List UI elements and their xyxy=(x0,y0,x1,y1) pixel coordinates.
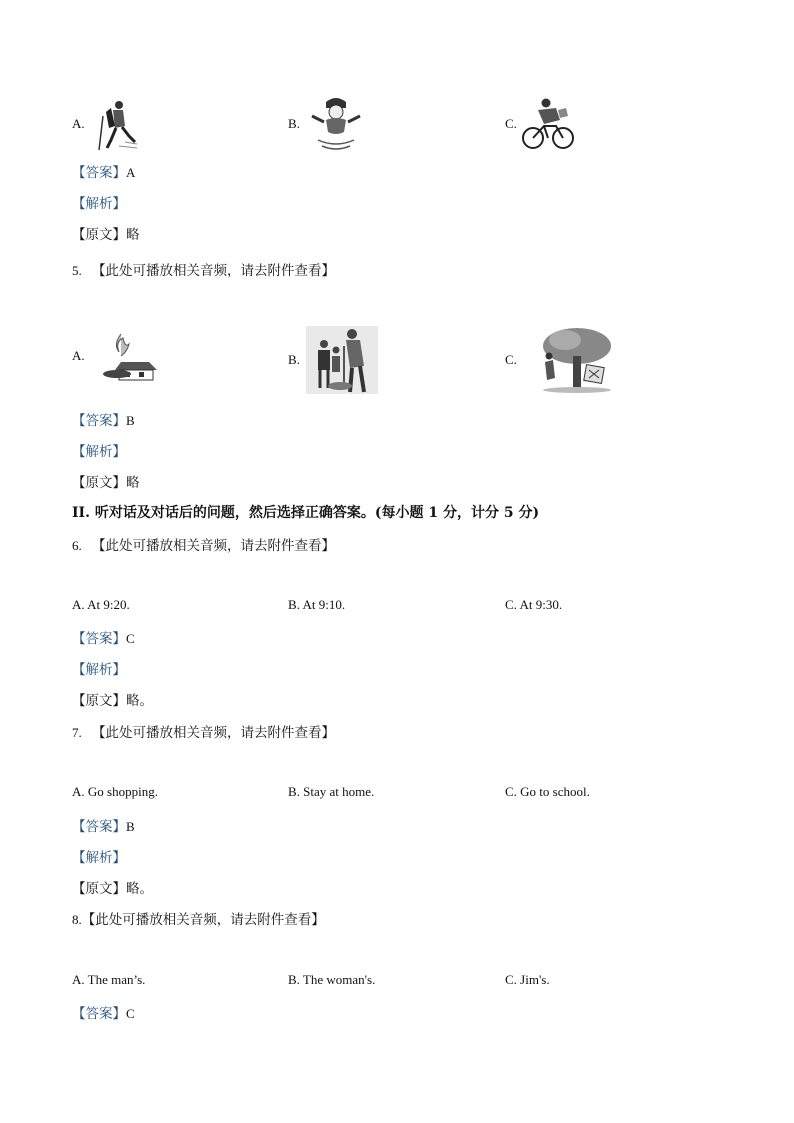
option-letter: B. xyxy=(288,116,300,131)
q6-original xyxy=(72,689,153,709)
tree-sign-image xyxy=(535,326,617,394)
answer-value: C xyxy=(126,631,135,646)
audio-note[interactable]: 【此处可播放相关音频，请去附件查看】 xyxy=(92,538,336,554)
q7-prompt xyxy=(72,721,335,741)
q8-option-a[interactable]: A. The man’s. xyxy=(72,972,146,987)
question-number: 6. xyxy=(72,538,82,553)
original-value: 略 xyxy=(126,227,140,243)
q4-analysis: 【解析】 xyxy=(72,196,126,212)
original-tag: 【原文】 xyxy=(72,227,126,243)
hiker-image xyxy=(89,96,139,152)
q5-analysis: 【解析】 xyxy=(72,444,126,460)
option-letter: A. xyxy=(72,348,85,363)
q4-option-c[interactable] xyxy=(505,96,574,152)
planting-tree-image xyxy=(306,326,378,394)
q6-option-c[interactable]: C. At 9:30. xyxy=(505,597,563,612)
q8-option-c[interactable]: C. Jim's. xyxy=(505,972,550,987)
q7-option-b[interactable]: B. Stay at home. xyxy=(288,784,375,799)
q5-answer xyxy=(72,409,135,429)
audio-note[interactable]: 【此处可播放相关音频，请去附件查看】 xyxy=(81,912,325,928)
q5-option-c[interactable] xyxy=(505,326,617,394)
original-tag: 【原文】 xyxy=(72,693,126,709)
question-number: 7. xyxy=(72,725,82,740)
original-value: 略。 xyxy=(126,881,153,897)
q5-option-b[interactable] xyxy=(288,326,378,394)
option-letter: A. xyxy=(72,116,85,131)
option-letter: C. xyxy=(505,116,517,131)
swimmer-image xyxy=(308,96,364,152)
q5-prompt xyxy=(72,259,335,279)
audio-note[interactable]: 【此处可播放相关音频，请去附件查看】 xyxy=(92,725,336,741)
fire-house-image xyxy=(99,330,161,382)
q7-option-c[interactable]: C. Go to school. xyxy=(505,784,590,799)
option-letter: C. xyxy=(505,352,517,367)
q4-original xyxy=(72,223,140,243)
answer-value: B xyxy=(126,819,135,834)
answer-value: C xyxy=(126,1006,135,1021)
answer-value: A xyxy=(126,165,136,180)
question-number: 8. xyxy=(72,912,82,927)
answer-value: B xyxy=(126,413,135,428)
original-value: 略。 xyxy=(126,693,153,709)
q8-answer xyxy=(72,1002,135,1022)
q4-answer xyxy=(72,161,135,181)
answer-tag: 【答案】 xyxy=(72,631,126,647)
audio-note[interactable]: 【此处可播放相关音频，请去附件查看】 xyxy=(92,263,336,279)
original-tag: 【原文】 xyxy=(72,881,126,897)
answer-tag: 【答案】 xyxy=(72,1006,126,1022)
q6-analysis: 【解析】 xyxy=(72,662,126,678)
q4-option-b[interactable] xyxy=(288,96,364,152)
q6-option-b[interactable]: B. At 9:10. xyxy=(288,597,346,612)
answer-tag: 【答案】 xyxy=(72,819,126,835)
cyclist-image xyxy=(522,96,574,152)
q7-analysis: 【解析】 xyxy=(72,850,126,866)
original-tag: 【原文】 xyxy=(72,475,126,491)
q6-prompt xyxy=(72,534,335,554)
q6-option-a[interactable]: A. At 9:20. xyxy=(72,597,130,612)
answer-tag: 【答案】 xyxy=(72,165,126,181)
q5-original xyxy=(72,471,140,491)
question-number: 5. xyxy=(72,263,82,278)
q6-answer xyxy=(72,627,135,647)
answer-tag: 【答案】 xyxy=(72,413,126,429)
original-value: 略 xyxy=(126,475,140,491)
q5-option-a[interactable] xyxy=(72,330,161,382)
q8-option-b[interactable]: B. The woman's. xyxy=(288,972,376,987)
q4-option-a[interactable] xyxy=(72,96,139,152)
q7-answer xyxy=(72,815,135,835)
q8-prompt xyxy=(72,908,325,928)
q7-original xyxy=(72,877,153,897)
section-title: II. 听对话及对话后的问题，然后选择正确答案。(每小题 1 分，计分 5 分) xyxy=(72,505,540,521)
option-letter: B. xyxy=(288,352,300,367)
q7-option-a[interactable]: A. Go shopping. xyxy=(72,784,158,799)
